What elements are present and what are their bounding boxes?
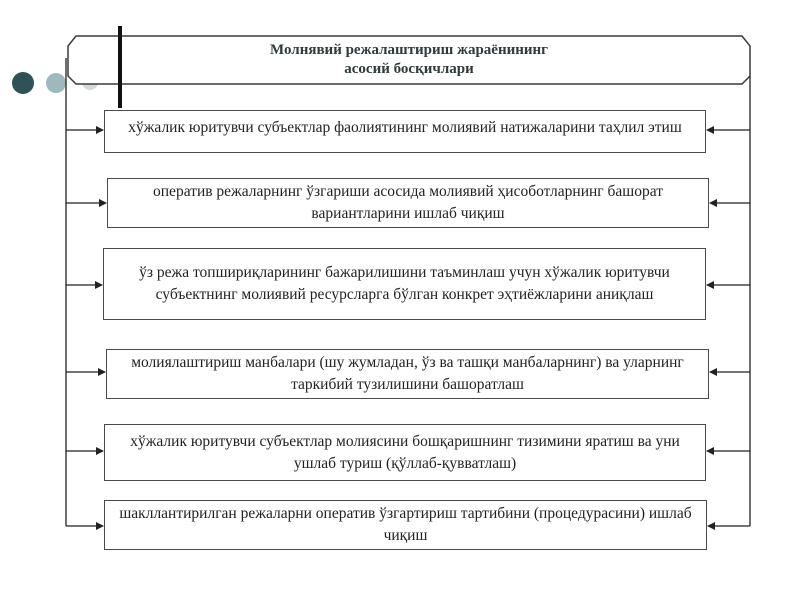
step-box-6 bbox=[104, 500, 707, 550]
step-box-5 bbox=[104, 424, 706, 481]
title-line-1: Молнявий режалаштириш жараёнининг bbox=[270, 42, 548, 58]
diagram-title bbox=[68, 34, 750, 86]
step-text: хўжалик юритувчи субъектлар молиясини бошқаришнинг тизимини яратиш ва уни ушлаб туриш (қўллаб-қувватлаш) bbox=[130, 432, 680, 472]
step-box-2 bbox=[107, 178, 709, 228]
step-text: молиялаштириш манбалари (шу жумладан, ўз ва ташқи манбаларнинг) ва уларнинг таркибий тузилишини башоратлаш bbox=[131, 354, 684, 393]
step-box-1 bbox=[104, 110, 706, 153]
step-text: шакллантирилган режаларни оператив ўзгартириш тартибини (процедурасини) ишлаб чиқиш bbox=[119, 505, 692, 544]
step-text: ўз режа топшириқларининг бажарилишини таъминлаш учун хўжалик юритувчи субъектнинг молиявий ресурсларга бўлган конкрет эҳтиёжларини аниқлаш bbox=[139, 264, 670, 303]
step-text: оператив режаларнинг ўзгариши асосида молиявий ҳисоботларнинг башорат вариантларини ишлаб чиқиш bbox=[153, 183, 663, 222]
title-line-2: асосий босқичлари bbox=[344, 61, 474, 77]
step-box-4 bbox=[106, 349, 709, 399]
step-text: хўжалик юритувчи субъектлар фаолиятининг молиявий натижаларини таҳлил этиш bbox=[128, 119, 682, 136]
step-box-3 bbox=[103, 248, 706, 320]
